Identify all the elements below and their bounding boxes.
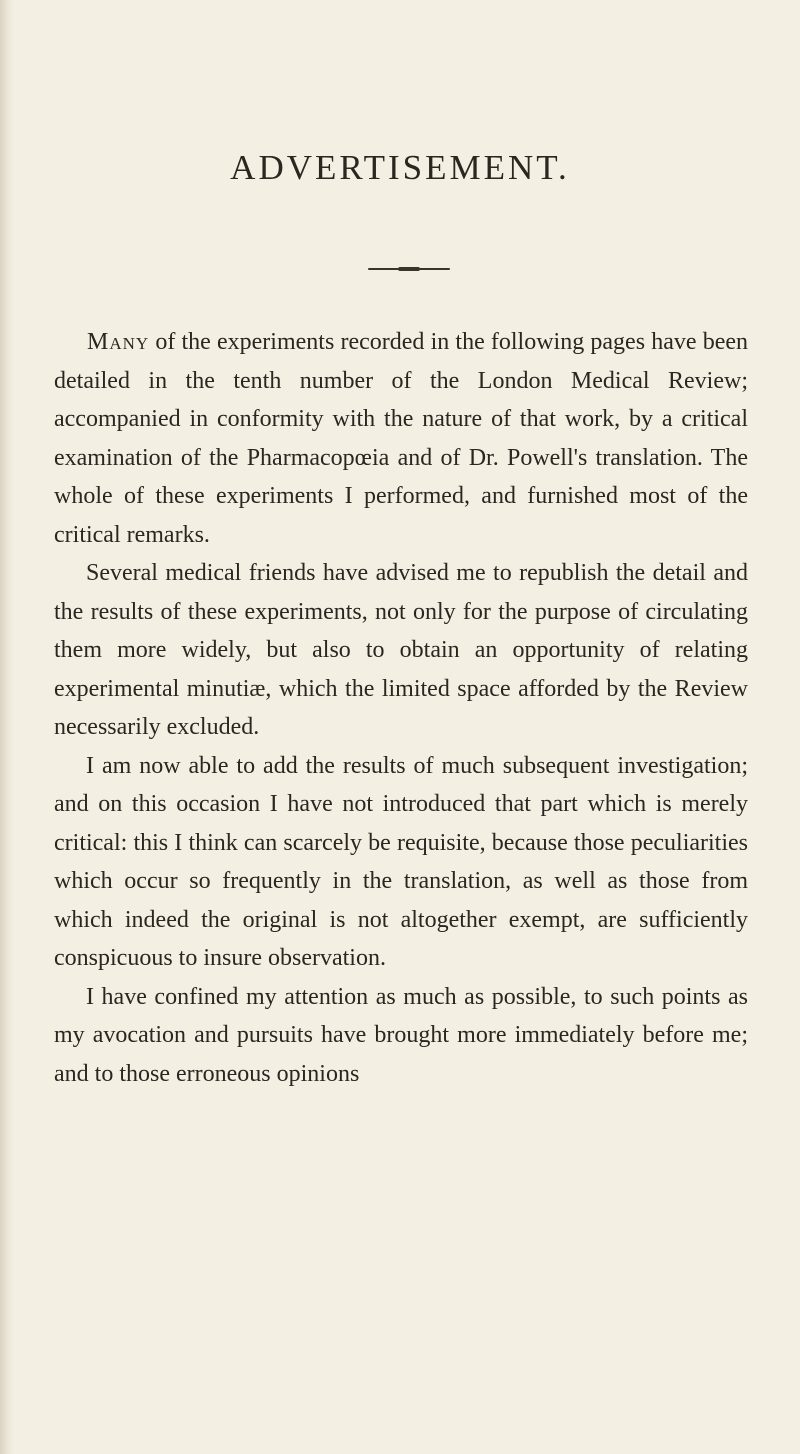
paragraph-4: I have confined my attention as much as possible, to such points as my avocation and pursuits have brought more immediately before me; and to those erroneous opinions [54, 983, 748, 1087]
paragraph-2: Several medical friends have advised me to republish the detail and the results of these experiments, not only for the purpose of circulating them more widely, but also to obtain an opportunity of relating experimental minutiæ, which the limited space afforded by the Review necessarily excluded. [54, 560, 748, 740]
first-word: Many [87, 329, 150, 355]
paragraph-1 [54, 323, 748, 554]
page-heading: ADVERTISEMENT. [230, 148, 570, 187]
ornamental-rule [368, 268, 450, 270]
paragraph-3: I am now able to add the results of much subsequent investigation; and on this occasion I have not introduced that part which is merely critical: this I think can scarcely be requisite, because those peculiarities which occur so frequently in the translation, as well as those from which indeed the original is not altogether exempt, are sufficiently conspicuous to insure observation. [54, 752, 748, 971]
paragraph-1-text: of the experiments recorded in the following pages have been detailed in the tenth number of the London Medical Review; accompanied in conformity with the nature of that work, by a critical examination of the Pharmacopœia and of Dr. Powell's translation. The whole of these experiments I performed, and furnished most of the critical remarks. [54, 329, 748, 548]
body-text [54, 323, 748, 1093]
